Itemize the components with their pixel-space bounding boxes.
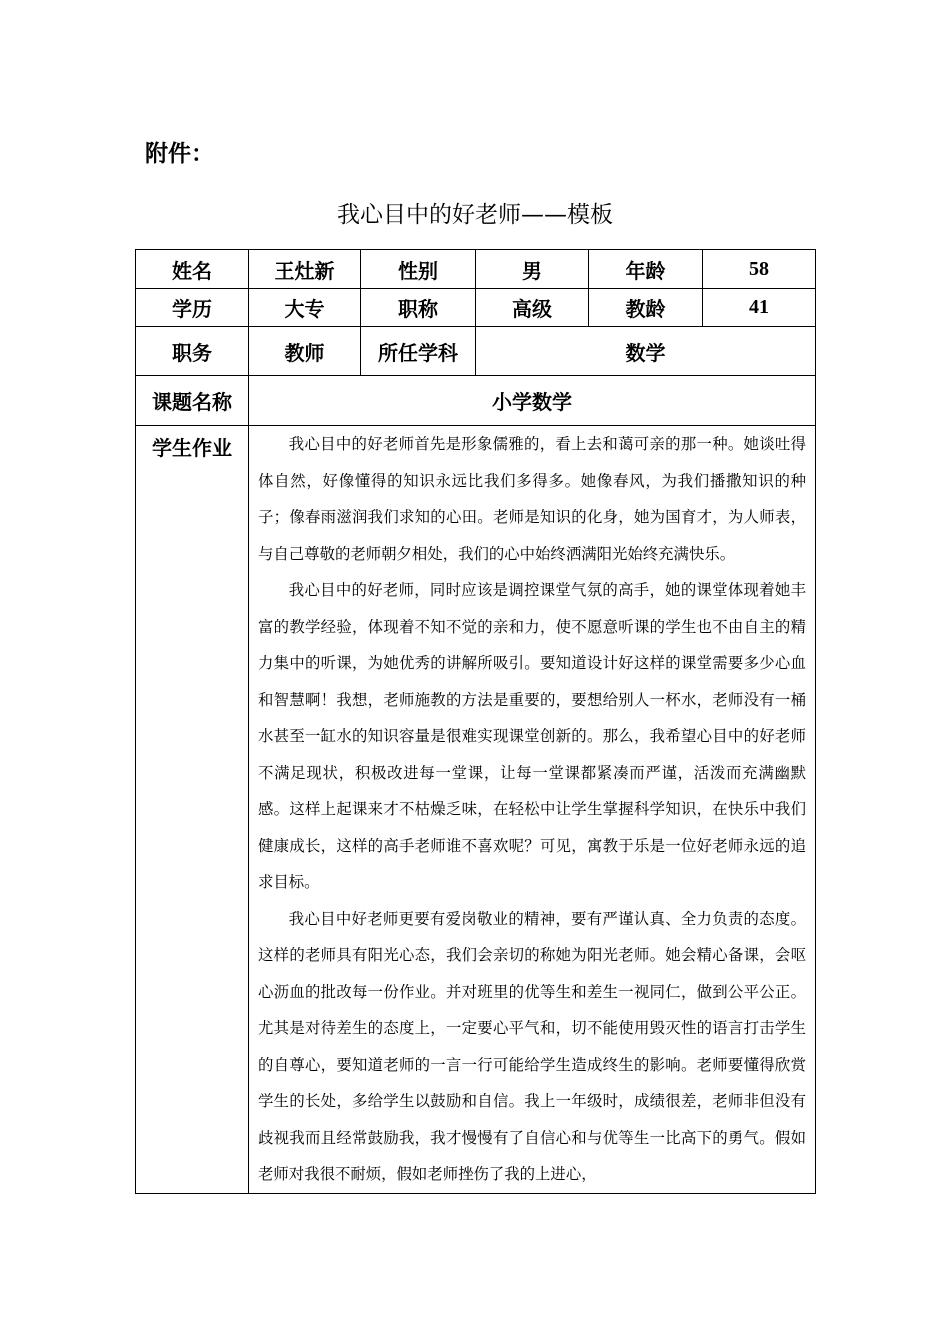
essay-paragraph: 我心目中好老师更要有爱岗敬业的精神，要有严谨认真、全力负责的态度。这样的老师具有阳光心态，我们会亲切的称她为阳光老师。她会精心备课，会呕心沥血的批改每一份作业。并对班里的优等生和差生一视同仁，做到公平公正。尤其是对待差生的态度上，一定要心平气和，切不能使用毁灭性的语言打击学生的自尊心，要知道老师的一言一行可能给学生造成终生的影响。老师要懂得欣赏学生的长处，多给学生以鼓励和自信。我上一年级时，成绩很差，老师非但没有歧视我而且经常鼓励我，我才慢慢有了自信心和与优等生一比高下的勇气。假如老师对我很不耐烦，假如老师挫伤了我的上进心，: [258, 909, 806, 1183]
education-value: 大专: [249, 289, 361, 327]
subject-label: 所任学科: [361, 327, 476, 376]
topic-label: 课题名称: [136, 376, 249, 426]
document-title: 我心目中的好老师——模板: [337, 202, 613, 228]
table-row: [136, 289, 816, 327]
table-row: [136, 327, 816, 376]
teaching-years-value: 41: [703, 289, 816, 327]
duty-value: 教师: [249, 327, 361, 376]
essay-paragraph: 我心目中的好老师，同时应该是调控课堂气氛的高手，她的课堂体现着她丰富的教学经验，体现着不知不觉的亲和力，使不愿意听课的学生也不由自主的精力集中的听课，为她优秀的讲解所吸引。要知道设计好这样的课堂需要多少心血和智慧啊！我想，老师施教的方法是重要的，要想给别人一杯水，老师没有一桶水甚至一缸水的知识容量是很难实现课堂创新的。那么，我希望心目中的好老师不满足现状，积极改进每一堂课，让每一堂课都紧凑而严谨，活泼而充满幽默感。这样上起课来才不枯燥乏味，在轻松中让学生掌握科学知识，在快乐中我们健康成长，这样的高手老师谁不喜欢呢？可见，寓教于乐是一位好老师永远的追求目标。: [258, 581, 806, 891]
attachment-heading: 附件：: [145, 141, 214, 167]
age-label: 年龄: [589, 250, 703, 289]
essay-paragraph: 我心目中的好老师首先是形象儒雅的，看上去和蔼可亲的那一种。她谈吐得体自然，好像懂得的知识永远比我们多得多。她像春风，为我们播撒知识的种子；像春雨滋润我们求知的心田。老师是知识的化身，她为国育才，为人师表，与自己尊敬的老师朝夕相处，我们的心中始终洒满阳光始终充满快乐。: [258, 435, 806, 563]
duty-label: 职务: [136, 327, 249, 376]
homework-label: 学生作业: [136, 426, 249, 1194]
gender-value: 男: [476, 250, 589, 289]
table-row: [136, 426, 816, 1194]
table-row: [136, 250, 816, 289]
subject-value: 数学: [476, 327, 816, 376]
name-value: 王灶新: [249, 250, 361, 289]
name-label: 姓名: [136, 250, 249, 289]
education-label: 学历: [136, 289, 249, 327]
gender-label: 性别: [361, 250, 476, 289]
rank-label: 职称: [361, 289, 476, 327]
age-value: 58: [703, 250, 816, 289]
topic-value: 小学数学: [249, 376, 816, 426]
table-row: [136, 376, 816, 426]
teaching-years-label: 教龄: [589, 289, 703, 327]
rank-value: 高级: [476, 289, 589, 327]
homework-content: [249, 426, 816, 1194]
teacher-info-table: [135, 249, 816, 1194]
